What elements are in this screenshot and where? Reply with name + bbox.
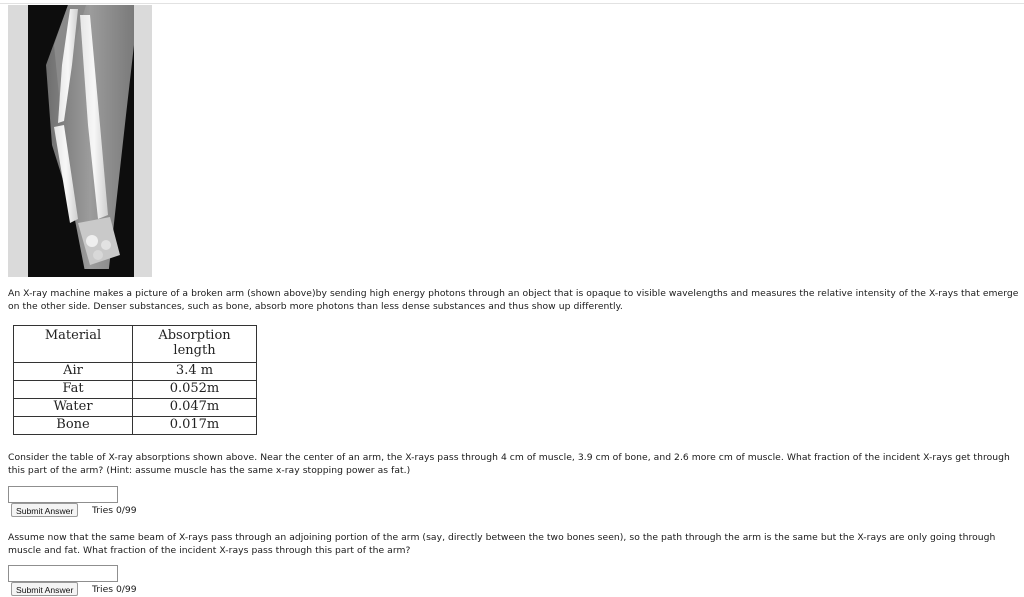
cell-length: 0.017m (133, 417, 257, 435)
answer-2-input[interactable] (8, 565, 118, 582)
cell-material: Air (14, 363, 133, 381)
tries-counter-2: Tries 0/99 (92, 584, 137, 595)
answer-1-input[interactable] (8, 486, 118, 503)
table-row (14, 381, 257, 399)
question-2-text: Assume now that the same beam of X-rays pass through an adjoining portion of the arm (say, directly between the two bones seen), so the path through the arm is the same but the X-rays are only going through muscle and fat. What fraction of the incident X-rays pass through this part of the arm? (8, 532, 996, 556)
cell-material: Fat (14, 381, 133, 399)
submit-answer-1-button[interactable]: Submit Answer (11, 503, 78, 517)
tries-counter-1: Tries 0/99 (92, 505, 137, 516)
header-absorption-length: Absorption length (133, 326, 257, 363)
cell-length: 3.4 m (133, 363, 257, 381)
table-row (14, 417, 257, 435)
cell-material: Water (14, 399, 133, 417)
cell-length: 0.047m (133, 399, 257, 417)
xray-arm-graphic (8, 5, 152, 277)
cell-length: 0.052m (133, 381, 257, 399)
cell-material: Bone (14, 417, 133, 435)
question-1-text: Consider the table of X-ray absorptions shown above. Near the center of an arm, the X-rays pass through 4 cm of muscle, 3.9 cm of bone, and 2.6 more cm of muscle. What fraction of the incident X-rays get through this part of the arm? (Hint: assume muscle has the same x-ray stopping power as fat.) (8, 452, 1010, 476)
absorption-table (13, 325, 257, 435)
top-divider (0, 3, 1024, 4)
table-header-row (14, 326, 257, 363)
submit-answer-2-button[interactable]: Submit Answer (11, 582, 78, 596)
xray-image-broken-arm (8, 5, 152, 277)
table-row (14, 399, 257, 417)
intro-paragraph: An X-ray machine makes a picture of a broken arm (shown above)by sending high energy photons through an object that is opaque to visible wavelengths and measures the relative intensity of the X-rays that emerge on the other side. Denser substances, such as bone, absorb more photons than less dense substances and thus show up differently. (8, 288, 1019, 312)
table-row (14, 363, 257, 381)
header-material: Material (14, 326, 133, 363)
